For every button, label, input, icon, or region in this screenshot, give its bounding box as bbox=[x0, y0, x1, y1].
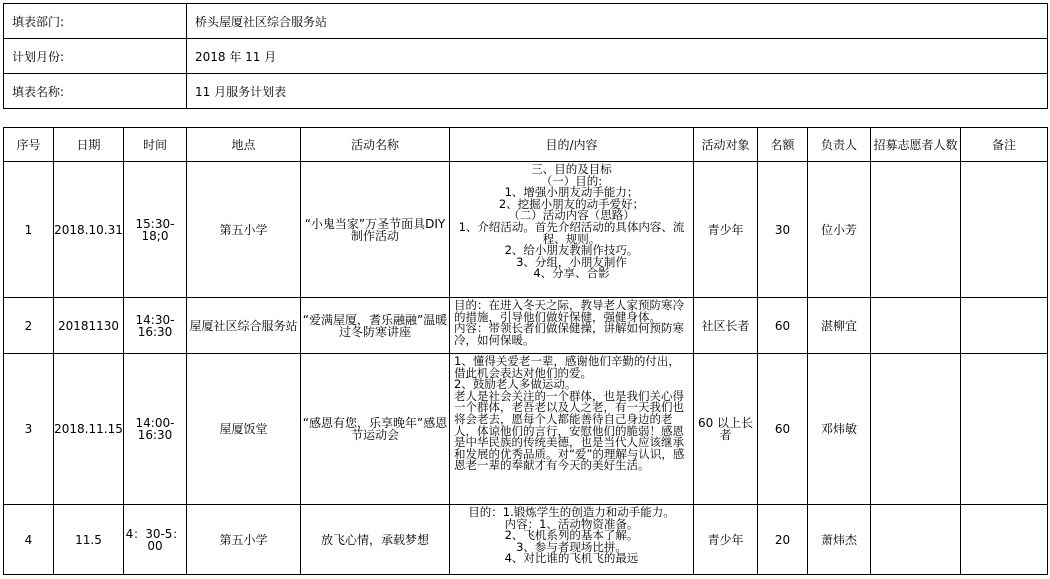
cell-target: 60 以上长者 bbox=[694, 354, 758, 505]
content-line: 内容：带领长者们做保健操，讲解如何预防寒冷，如何保暖。 bbox=[454, 321, 684, 347]
cell-activity-name: 放飞心情，承载梦想 bbox=[301, 505, 450, 575]
content-line: 目的：在进入冬天之际，教导老人家预防寒冷的措施，引导他们做好保健，强健身体。 bbox=[454, 298, 684, 324]
info-value: 11 月服务计划表 bbox=[187, 74, 1048, 109]
content-line: 三、目的及目标 bbox=[531, 162, 612, 176]
cell-leader: 邓炜敏 bbox=[808, 354, 871, 505]
cell-seq: 2 bbox=[4, 298, 54, 354]
cell-note bbox=[961, 298, 1048, 354]
header-target: 活动对象 bbox=[694, 128, 758, 162]
content-line: 老人是社会关注的一个群体，也是我们关心得一个群体，老吾老以及人之老，有一天我们也将会老去，愿每个人都能善待自己身边的老人，体谅他们的言行，安慰他们的脆弱！感恩是中华民族的传统美德，也是当代人应该继承和发展的优秀品质。对“爱”的理解与认识，感恩老一辈的奉献才有今天的美好生活。 bbox=[454, 388, 685, 473]
info-value: 桥头屋厦社区综合服务站 bbox=[187, 4, 1048, 39]
cell-quota: 30 bbox=[758, 162, 808, 298]
cell-activity-name: “小鬼当家”万圣节面具DIY 制作活动 bbox=[301, 162, 450, 298]
info-label: 填表部门: bbox=[4, 4, 187, 39]
header-content: 目的/内容 bbox=[450, 128, 694, 162]
cell-place: 第五小学 bbox=[187, 505, 301, 575]
cell-content bbox=[450, 162, 694, 298]
content-line: 2、鼓励老人多做运动。 bbox=[454, 377, 577, 392]
header-row bbox=[4, 128, 1048, 162]
content-line: 2、挖掘小朋友的动手爱好； bbox=[498, 196, 645, 211]
service-plan-table bbox=[3, 127, 1048, 575]
cell-time: 14:00-16:30 bbox=[124, 354, 187, 505]
cell-quota: 60 bbox=[758, 298, 808, 354]
cell-target: 青少年 bbox=[694, 162, 758, 298]
header-date: 日期 bbox=[54, 128, 124, 162]
info-row-department bbox=[4, 4, 1048, 39]
cell-place: 第五小学 bbox=[187, 162, 301, 298]
cell-place: 屋厦饭堂 bbox=[187, 354, 301, 505]
header-leader: 负责人 bbox=[808, 128, 871, 162]
content-line: 4、分享、合影 bbox=[533, 266, 610, 281]
cell-volunteers bbox=[871, 505, 961, 575]
cell-time: 15:30-18;0 bbox=[124, 162, 187, 298]
cell-place: 屋厦社区综合服务站 bbox=[187, 298, 301, 354]
cell-leader: 湛柳宜 bbox=[808, 298, 871, 354]
table-row bbox=[4, 505, 1048, 575]
table-row bbox=[4, 162, 1048, 298]
content-line: 内容：1、活动物资准备。 bbox=[504, 516, 639, 531]
info-table bbox=[3, 3, 1048, 109]
cell-target: 青少年 bbox=[694, 505, 758, 575]
content-line: 1、懂得关爱老一辈，感谢他们辛勤的付出，借此机会表达对他们的爱。 bbox=[454, 354, 680, 380]
cell-activity-name: “爱满屋厦，耆乐融融”温暖过冬防寒讲座 bbox=[301, 298, 450, 354]
header-activity-name: 活动名称 bbox=[301, 128, 450, 162]
cell-quota: 60 bbox=[758, 354, 808, 505]
content-line: 3、分组，小朋友制作 bbox=[516, 254, 627, 269]
content-line: 2、给小朋友教制作技巧。 bbox=[504, 243, 639, 258]
content-line: 4、对比谁的飞机飞的最远 bbox=[504, 551, 639, 566]
info-value: 2018 年 11 月 bbox=[187, 39, 1048, 74]
content-line: 1、增强小朋友动手能力； bbox=[504, 185, 639, 200]
content-line: 3、参与者现场比拼。 bbox=[516, 539, 627, 554]
content-line: （二）活动内容（思路） bbox=[508, 208, 635, 223]
cell-note bbox=[961, 505, 1048, 575]
cell-seq: 4 bbox=[4, 505, 54, 575]
info-label: 计划月份: bbox=[4, 39, 187, 74]
cell-activity-name: “感恩有您，乐享晚年”感恩节运动会 bbox=[301, 354, 450, 505]
cell-content bbox=[450, 354, 694, 505]
cell-volunteers bbox=[871, 354, 961, 505]
cell-note bbox=[961, 162, 1048, 298]
cell-date: 20181130 bbox=[54, 298, 124, 354]
info-label: 填表名称: bbox=[4, 74, 187, 109]
info-row-form-name bbox=[4, 74, 1048, 109]
cell-volunteers bbox=[871, 162, 961, 298]
header-quota: 名额 bbox=[758, 128, 808, 162]
header-seq: 序号 bbox=[4, 128, 54, 162]
cell-volunteers bbox=[871, 298, 961, 354]
content-line: 目的：1.锻炼学生的创造力和动手能力。 bbox=[468, 505, 675, 519]
cell-time: 4：30-5：00 bbox=[124, 505, 187, 575]
content-line: （一）目的: bbox=[540, 173, 603, 188]
content-line: 1、介绍活动。首先介绍活动的具体内容、流程、规则。 bbox=[458, 219, 685, 246]
header-note: 备注 bbox=[961, 128, 1048, 162]
content-line: 2、飞机系列的基本了解。 bbox=[504, 528, 639, 543]
cell-date: 11.5 bbox=[54, 505, 124, 575]
cell-date: 2018.11.15 bbox=[54, 354, 124, 505]
cell-note bbox=[961, 354, 1048, 505]
cell-quota: 20 bbox=[758, 505, 808, 575]
cell-seq: 1 bbox=[4, 162, 54, 298]
cell-date: 2018.10.31 bbox=[54, 162, 124, 298]
header-time: 时间 bbox=[124, 128, 187, 162]
cell-leader: 萧炜杰 bbox=[808, 505, 871, 575]
cell-target: 社区长者 bbox=[694, 298, 758, 354]
cell-time: 14:30-16:30 bbox=[124, 298, 187, 354]
cell-seq: 3 bbox=[4, 354, 54, 505]
header-place: 地点 bbox=[187, 128, 301, 162]
info-row-month bbox=[4, 39, 1048, 74]
table-row bbox=[4, 298, 1048, 354]
cell-content bbox=[450, 505, 694, 575]
cell-content bbox=[450, 298, 694, 354]
header-volunteers: 招募志愿者人数 bbox=[871, 128, 961, 162]
cell-leader: 位小芳 bbox=[808, 162, 871, 298]
table-row bbox=[4, 354, 1048, 505]
